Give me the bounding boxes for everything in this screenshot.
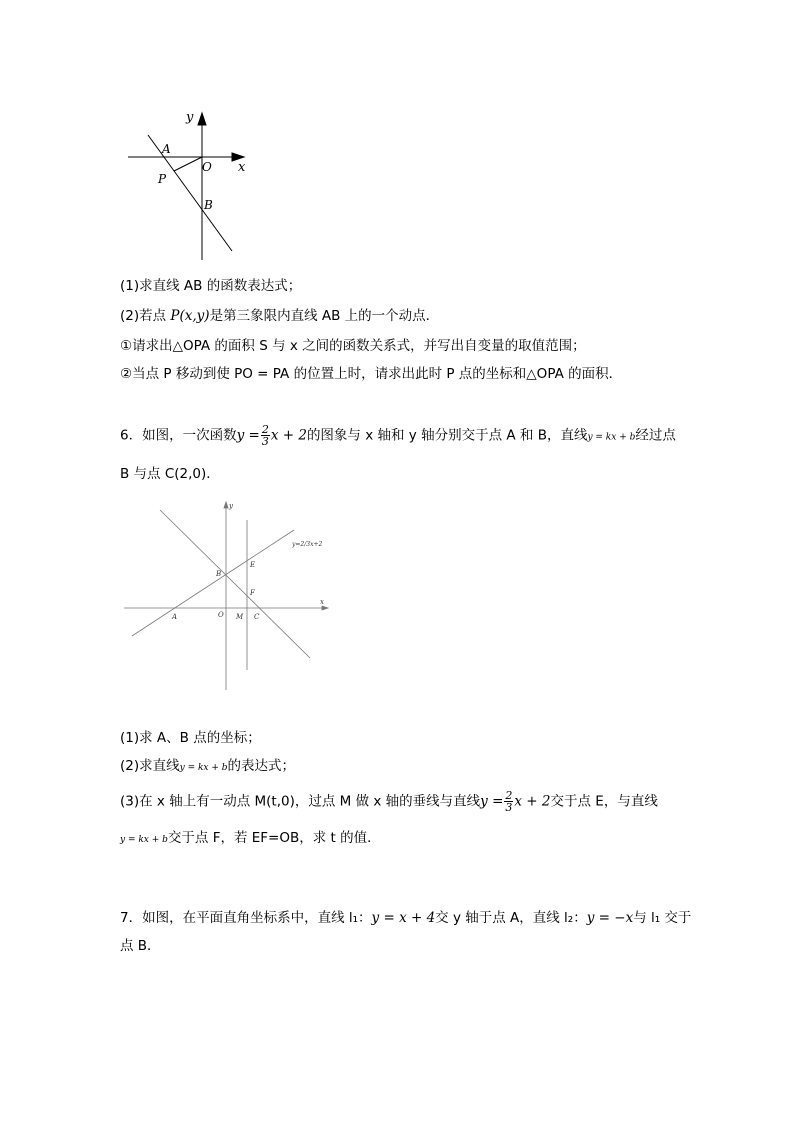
- p6-q2-kx-b: y = kx + b: [179, 763, 228, 773]
- f2-label-x: x: [320, 598, 324, 606]
- p7-line1-post: 与 l₁ 交于: [633, 910, 692, 926]
- p5-q1: (1)求直线 AB 的函数表达式；: [120, 278, 302, 294]
- label-a: A: [162, 142, 171, 156]
- f2-label-e: E: [250, 561, 256, 569]
- p6-frac-num: 2: [261, 423, 269, 436]
- p6-q2-post: 的表达式；: [227, 758, 296, 774]
- p7-line1-pre: 7．如图，在平面直角坐标系中，直线 l₁：: [120, 910, 372, 926]
- p6-q3-kx-b: y = kx + b: [120, 835, 168, 845]
- f2-label-a: A: [172, 613, 178, 621]
- p6-fraction: [261, 424, 270, 447]
- p6-line2: B 与点 C(2,0)．: [120, 466, 220, 482]
- label-p: P: [158, 172, 167, 186]
- p6-q3-line2-post: 交于点 F，若 EF=OB，求 t 的值．: [167, 830, 381, 846]
- line-ab: [148, 135, 232, 251]
- f2-label-o: O: [218, 611, 224, 619]
- label-y: y: [186, 110, 194, 125]
- p6-q2: [120, 756, 295, 778]
- f2-label-f: F: [250, 589, 255, 597]
- p7-line1: [120, 908, 691, 928]
- p5-q2-post: 是第三象限内直线 AB 上的一个动点．: [209, 308, 440, 324]
- p6-frac-den: 3: [261, 435, 269, 448]
- label-o: O: [202, 160, 212, 174]
- f2-x-arrow: [322, 606, 328, 610]
- p7-eq1: y = x + 4: [371, 910, 436, 926]
- p5-q2-pre: (2)若点: [120, 308, 171, 324]
- f2-line-y-2-3x-2: [132, 530, 294, 636]
- p6-intro-pre: 6．如图，一次函数: [120, 427, 237, 444]
- f2-label-y: y: [229, 502, 233, 510]
- p6-q3-pre: (3)在 x 轴上有一动点 M(t,0)，过点 M 做 x 轴的垂线与直线: [120, 793, 481, 810]
- label-b: B: [204, 198, 213, 212]
- p5-q2: [120, 306, 439, 326]
- f2-label-b: B: [216, 570, 222, 578]
- p6-intro-post: 经过点: [635, 427, 676, 444]
- p5-q2-point: P(x,y): [170, 308, 210, 324]
- p6-q3-frac-den: 3: [505, 801, 513, 814]
- p6-q3-y-eq: y =: [480, 793, 504, 810]
- p6-intro: [120, 424, 676, 448]
- figure-2: [120, 500, 340, 695]
- f2-label-c: C: [254, 613, 260, 621]
- p5-q2a: ①请求出△OPA 的面积 S 与 x 之间的函数关系式，并写出自变量的取值范围；: [120, 338, 586, 354]
- p6-intro-mid: 的图象与 x 轴和 y 轴分别交于点 A 和 B，直线: [306, 427, 588, 444]
- f2-label-m: M: [236, 613, 244, 621]
- p5-q2b: ②当点 P 移动到使 PO = PA 的位置上时，请求出此时 P 点的坐标和△OPA 的面积．: [120, 366, 623, 382]
- p6-x-plus-2: x + 2: [270, 427, 307, 444]
- p6-q3-fraction: [504, 790, 513, 813]
- p7-eq2: y = −x: [586, 910, 634, 926]
- p6-q3-x-plus-2: x + 2: [514, 793, 551, 810]
- figure-1: [120, 105, 260, 265]
- p6-q3-post: 交于点 E，与直线: [550, 793, 658, 810]
- p6-y-eq: y =: [236, 427, 260, 444]
- p6-q1: (1)求 A、B 点的坐标；: [120, 730, 261, 746]
- p6-kx-b: y = kx + b: [587, 432, 636, 443]
- segment-op: [174, 157, 202, 171]
- p7-line1-mid: 交 y 轴于点 A，直线 l₂：: [435, 910, 587, 926]
- p7-line2: 点 B．: [120, 938, 161, 954]
- f2-line-kx-b: [160, 510, 310, 658]
- f2-y-arrow: [224, 502, 228, 508]
- p6-q2-pre: (2)求直线: [120, 758, 180, 774]
- label-x: x: [238, 160, 246, 175]
- y-axis-arrow: [198, 113, 206, 125]
- f2-line-label: y=2/3x+2: [292, 541, 323, 548]
- p6-q3-frac-num: 2: [505, 789, 513, 802]
- p6-q3-line2: [120, 828, 381, 850]
- p6-q3: [120, 790, 658, 813]
